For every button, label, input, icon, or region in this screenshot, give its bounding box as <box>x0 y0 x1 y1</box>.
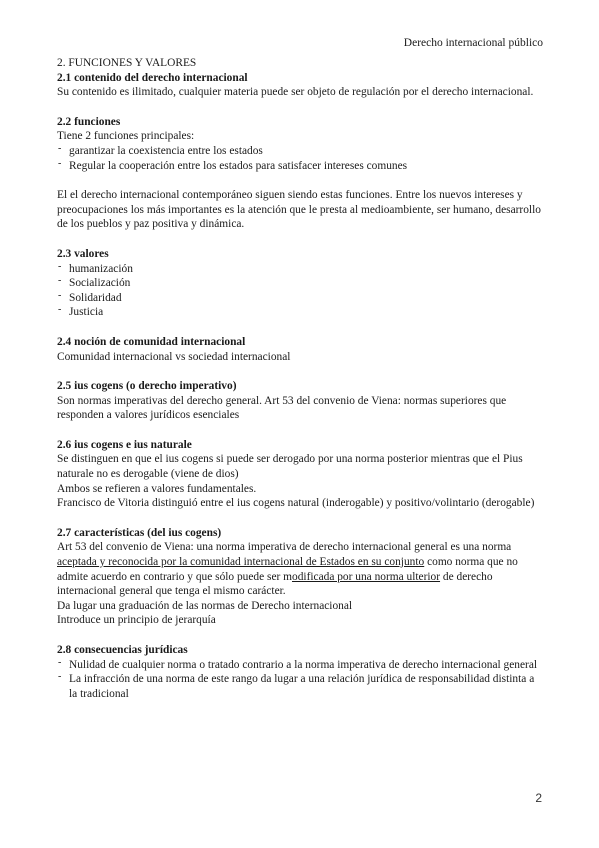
text-run: de derecho internacional general que tenga el mismo carácter. <box>57 570 493 598</box>
section-2-1-heading: 2.1 contenido del derecho internacional <box>57 71 248 84</box>
section-2-5-heading: 2.5 ius cogens (o derecho imperativo) <box>57 380 237 393</box>
list-item: - Regular la cooperación entre los estados para satisfacer intereses comunes <box>57 159 545 174</box>
underlined-text: odificada por una norma ulterior <box>292 570 441 583</box>
section-2-7-heading: 2.7 características (del ius cogens) <box>57 526 222 539</box>
list-item: - Nulidad de cualquier norma o tratado contrario a la norma imperativa de derecho internacional general <box>57 658 545 673</box>
section-2-8-list <box>57 658 545 702</box>
section-2-6-line: Ambos se refieren a valores fundamentales. <box>57 482 257 495</box>
running-header: Derecho internacional público <box>403 37 543 49</box>
page-number: 2 <box>535 791 542 805</box>
list-item: - Socialización <box>57 276 545 291</box>
section-2-1-text: Su contenido es ilimitado, cualquier materia puede ser objeto de regulación por el derecho internacional. <box>57 86 534 99</box>
section-2-2-heading: 2.2 funciones <box>57 115 121 128</box>
section-2-6-line: Francisco de Vitoria distinguió entre el ius cogens natural (inderogable) y positivo/volintario (derogable) <box>57 497 535 510</box>
section-2-4-heading: 2.4 noción de comunidad internacional <box>57 335 246 348</box>
section-2-3-heading: 2.3 valores <box>57 247 109 260</box>
underlined-text: aceptada y reconocida por la comunidad internacional de Estados en su conjunto <box>57 556 425 569</box>
document-body <box>57 56 545 701</box>
section-2-5-text: Son normas imperativas del derecho general. Art 53 del convenio de Viena: normas superiores que responden a valores jurídicos esenciales <box>57 394 507 422</box>
section-2-7-paragraph <box>57 540 545 598</box>
text-run: Art 53 del convenio de Viena: una norma imperativa de derecho internacional general es una norma <box>57 541 512 554</box>
section-2-4-text: Comunidad internacional vs sociedad internacional <box>57 350 291 363</box>
chapter-title: 2. FUNCIONES Y VALORES <box>57 57 197 69</box>
section-2-2-intro: Tiene 2 funciones principales: <box>57 130 195 143</box>
list-item: - Solidaridad <box>57 291 545 306</box>
section-2-6-line: Se distinguen en que el ius cogens si puede ser derogado por una norma posterior mientras que el Pius naturale no es derogable (viene de dios) <box>57 453 523 481</box>
list-item: - humanización <box>57 262 545 277</box>
list-item: - La infracción de una norma de este rango da lugar a una relación jurídica de responsabilidad distinta a la tradicional <box>57 672 545 701</box>
list-item: - garantizar la coexistencia entre los estados <box>57 144 545 159</box>
section-2-2-paragraph: El el derecho internacional contemporáneo siguen siendo estas funciones. Entre los nuevos intereses y preocupaciones los más importantes es la atención que le presta al medioambiente, ser humano, desarrollo de los pueblos y paz positiva y dinámica. <box>57 189 541 231</box>
section-2-2-list <box>57 144 545 173</box>
section-2-7-line: Introduce un principio de jerarquía <box>57 614 216 627</box>
list-item: - Justicia <box>57 305 545 320</box>
section-2-8-heading: 2.8 consecuencias jurídicas <box>57 644 188 656</box>
section-2-7-line: Da lugar una graduación de las normas de Derecho internacional <box>57 599 353 612</box>
section-2-6-heading: 2.6 ius cogens e ius naturale <box>57 438 192 451</box>
text-run: como norma que no admite acuerdo en contrario y que sólo puede ser m <box>57 556 518 583</box>
section-2-3-list <box>57 262 545 320</box>
